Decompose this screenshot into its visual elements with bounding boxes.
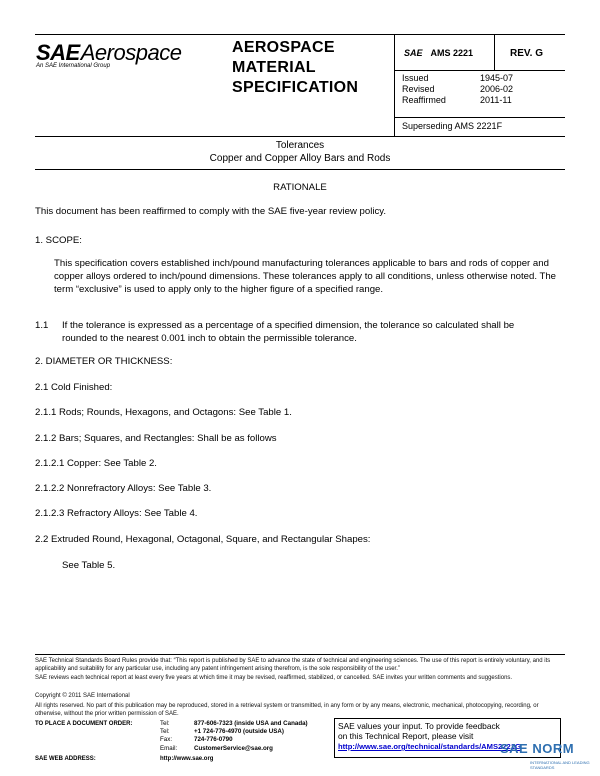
- section-1-1-text: If the tolerance is expressed as a percentage of a specified dimension, the tolerance so calculated shall be rounded to the nearest 0.001 inch to obtain the permissible tolerance.: [62, 320, 515, 344]
- dates-block: [402, 73, 513, 106]
- spec-type-title: [232, 38, 382, 98]
- date-label-revised: Revised: [402, 84, 435, 94]
- section-2-2-text: See Table 5.: [62, 560, 116, 571]
- watermark-subtitle: INTERNATIONAL AND LEADING STANDARDS: [530, 760, 590, 770]
- date-label-reaffirmed: Reaffirmed: [402, 95, 446, 105]
- section-1-text: This specification covers established inch/pound manufacturing tolerances applicable to bars and rods of copper and copper alloys ordered to inch/pound dimensions. These tolerances apply to all conditions, unless otherwise noted. The term “exclusive” is used to apply only to the higher figure of a specified range.: [54, 258, 557, 295]
- section-1-heading: 1. SCOPE:: [35, 235, 82, 246]
- title-bottom-rule: [35, 169, 565, 170]
- rationale-heading: RATIONALE: [273, 182, 327, 193]
- revision-label: REV. G: [510, 48, 543, 59]
- order-key-2: Tel:: [160, 728, 170, 736]
- logo-aerospace-text: Aerospace: [80, 40, 182, 65]
- date-label-issued: Issued: [402, 73, 429, 83]
- logo-subtitle: An SAE International Group: [36, 63, 111, 69]
- section-2-1-2-2: 2.1.2.2 Nonrefractory Alloys: See Table 3.: [35, 483, 212, 494]
- ams-number: [404, 48, 473, 58]
- logo-sae-text: SAE: [36, 40, 80, 65]
- order-contacts: [160, 720, 308, 753]
- order-label: TO PLACE A DOCUMENT ORDER:: [35, 721, 133, 727]
- header-top-rule: [35, 34, 565, 35]
- order-value-1: 877-606-7323 (inside USA and Canada): [194, 720, 308, 727]
- section-2-2: 2.2 Extruded Round, Hexagonal, Octagonal, Square, and Rectangular Shapes:: [35, 534, 371, 545]
- rationale-text: This document has been reaffirmed to comply with the SAE five-year review policy.: [35, 206, 387, 217]
- rev-divider: [494, 34, 495, 70]
- section-2-1-1: 2.1.1 Rods; Rounds, Hexagons, and Octagons: See Table 1.: [35, 407, 292, 418]
- footer-copyright: Copyright © 2011 SAE International: [35, 693, 130, 699]
- sae-mini-logo: SAE: [404, 48, 423, 58]
- doc-title-line-1: Tolerances: [275, 140, 325, 151]
- order-key-4: Email:: [160, 744, 178, 752]
- feedback-link[interactable]: http://www.sae.org/technical/standards/AMS2221G: [338, 742, 521, 751]
- title-line-2: MATERIAL: [232, 59, 316, 76]
- order-value-2: +1 724-776-4970 (outside USA): [194, 728, 284, 736]
- section-2-1-2-3: 2.1.2.3 Refractory Alloys: See Table 4.: [35, 508, 198, 519]
- ams-number-text: AMS 2221: [430, 48, 474, 58]
- section-2-heading: 2. DIAMETER OR THICKNESS:: [35, 356, 173, 367]
- order-value-4[interactable]: CustomerService@sae.org: [194, 744, 273, 752]
- title-line-1: AEROSPACE: [232, 39, 335, 56]
- order-value-3: 724-776-0790: [194, 736, 233, 744]
- footer-disclaimer: SAE Technical Standards Board Rules provide that: “This report is published by SAE to advance the state of technical and engineering sciences. The use of this report is entirely voluntary, and its applicability and suitability for any particular use, including any patent infringement arising therefrom, is the sole responsibility of the user.”: [35, 658, 551, 672]
- feedback-line-2: on this Technical Report, please visit: [338, 731, 474, 741]
- web-label: SAE WEB ADDRESS:: [35, 756, 96, 762]
- footer-rule: [35, 654, 565, 655]
- section-2-1-2-1: 2.1.2.1 Copper: See Table 2.: [35, 458, 157, 469]
- footer-rights: All rights reserved. No part of this publication may be reproduced, stored in a retrieval system or transmitted, in any form or by any means, electronic, mechanical, photocopying, recording, or otherwise, without the prior written permission of SAE.: [35, 703, 539, 717]
- date-value-revised: 2006-02: [480, 84, 514, 94]
- feedback-line-1: SAE values your input. To provide feedback: [338, 721, 500, 731]
- header-bottom-rule: [35, 136, 565, 137]
- header-mid-rule: [394, 70, 565, 71]
- section-1-1-number: 1.1: [35, 320, 49, 331]
- header-rule-2: [394, 117, 565, 118]
- web-address-link[interactable]: http://www.sae.org: [160, 756, 214, 762]
- sae-norm-watermark: SAE NORM: [500, 741, 575, 756]
- title-line-3: SPECIFICATION: [232, 79, 359, 96]
- doc-title-line-2: Copper and Copper Alloy Bars and Rods: [209, 153, 391, 164]
- order-key-3: Fax:: [160, 736, 173, 744]
- order-key-1: Tel:: [160, 720, 170, 727]
- header-divider: [394, 34, 395, 136]
- date-value-reaffirmed: 2011-11: [480, 95, 512, 105]
- section-2-1: 2.1 Cold Finished:: [35, 382, 113, 393]
- section-2-1-2: 2.1.2 Bars; Squares, and Rectangles: Shall be as follows: [35, 433, 277, 444]
- date-value-issued: 1945-07: [480, 73, 514, 83]
- superseding-note: Superseding AMS 2221F: [402, 121, 503, 131]
- footer-review-note: SAE reviews each technical report at least every five years at which time it may be revised, reaffirmed, stabilized, or cancelled. SAE invites your written comments and suggestions.: [35, 675, 513, 681]
